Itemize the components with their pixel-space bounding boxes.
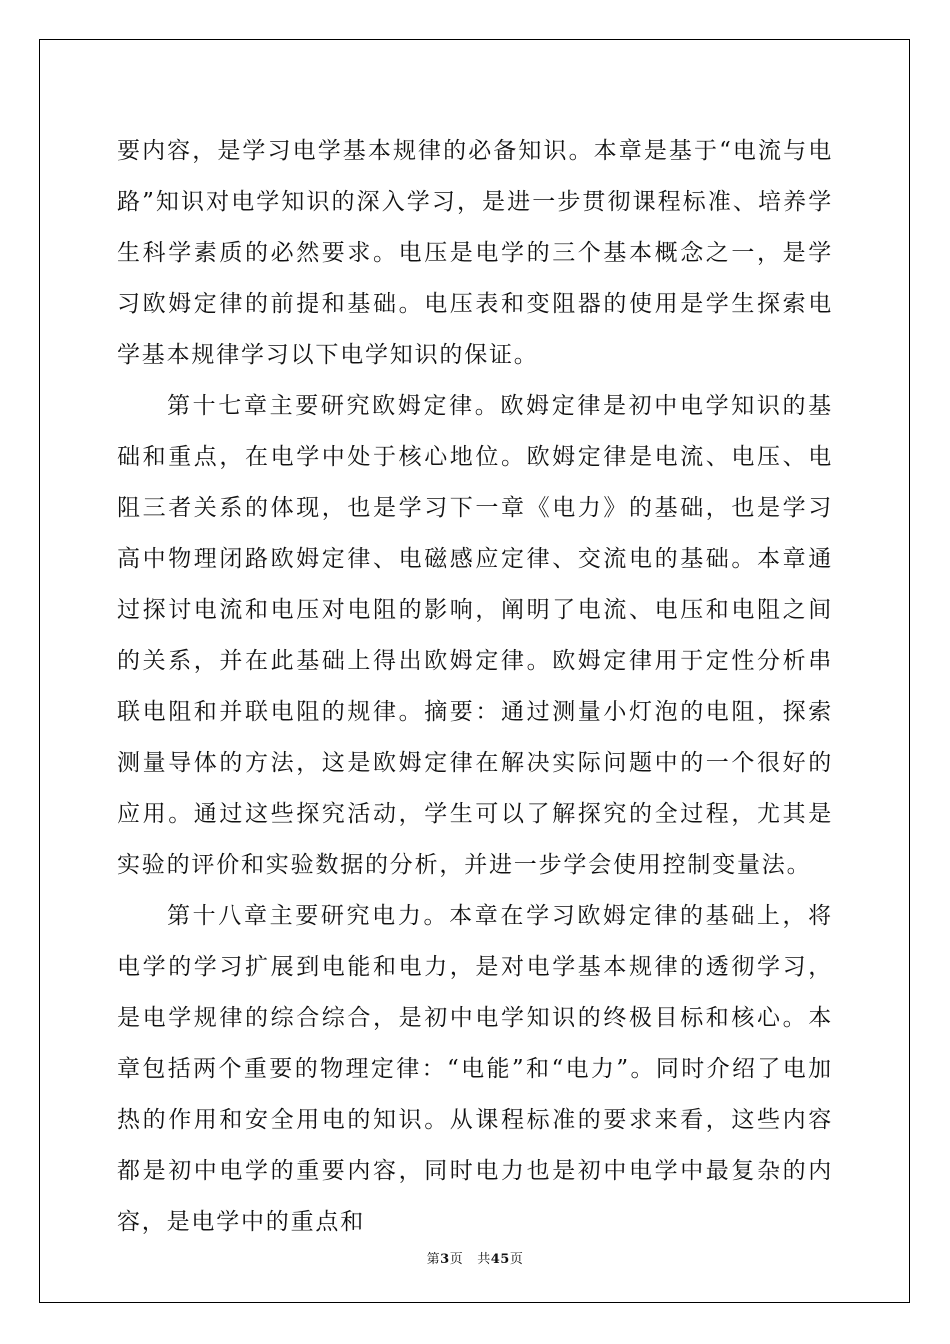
- page-prefix: 第: [426, 1252, 441, 1267]
- total-suffix: 页: [509, 1252, 524, 1267]
- document-body: [117, 126, 833, 1248]
- total-prefix: 共: [477, 1252, 491, 1267]
- page-number: 3: [440, 1252, 450, 1267]
- paragraph-3: 第十八章主要研究电力。本章在学习欧姆定律的基础上，将电学的学习扩展到电能和电力，是对电学基本规律的透彻学习，是电学规律的综合综合，是初中电学知识的终极目标和核心。本章包括两个重要的物理定律：“电能”和“电力”。同时介绍了电加热的作用和安全用电的知识。从课程标准的要求来看，这些内容都是初中电学的重要内容，同时电力也是初中电学中最复杂的内容，是电学中的重点和: [117, 903, 833, 1235]
- page-suffix: 页: [449, 1252, 464, 1267]
- page-footer: [0, 1248, 950, 1267]
- paragraph-2: 第十七章主要研究欧姆定律。欧姆定律是初中电学知识的基础和重点，在电学中处于核心地位。欧姆定律是电流、电压、电阻三者关系的体现，也是学习下一章《电力》的基础，也是学习高中物理闭路欧姆定律、电磁感应定律、交流电的基础。本章通过探讨电流和电压对电阻的影响，阐明了电流、电压和电阻之间的关系，并在此基础上得出欧姆定律。欧姆定律用于定性分析串联电阻和并联电阻的规律。摘要：通过测量小灯泡的电阻，探索测量导体的方法，这是欧姆定律在解决实际问题中的一个很好的应用。通过这些探究活动，学生可以了解探究的全过程，尤其是实验的评价和实验数据的分析，并进一步学会使用控制变量法。: [117, 393, 833, 878]
- total-pages: 45: [490, 1252, 510, 1267]
- paragraph-1: 要内容，是学习电学基本规律的必备知识。本章是基于“电流与电路”知识对电学知识的深入学习，是进一步贯彻课程标准、培养学生科学素质的必然要求。电压是电学的三个基本概念之一，是学习欧姆定律的前提和基础。电压表和变阻器的使用是学生探索电学基本规律学习以下电学知识的保证。: [117, 138, 833, 368]
